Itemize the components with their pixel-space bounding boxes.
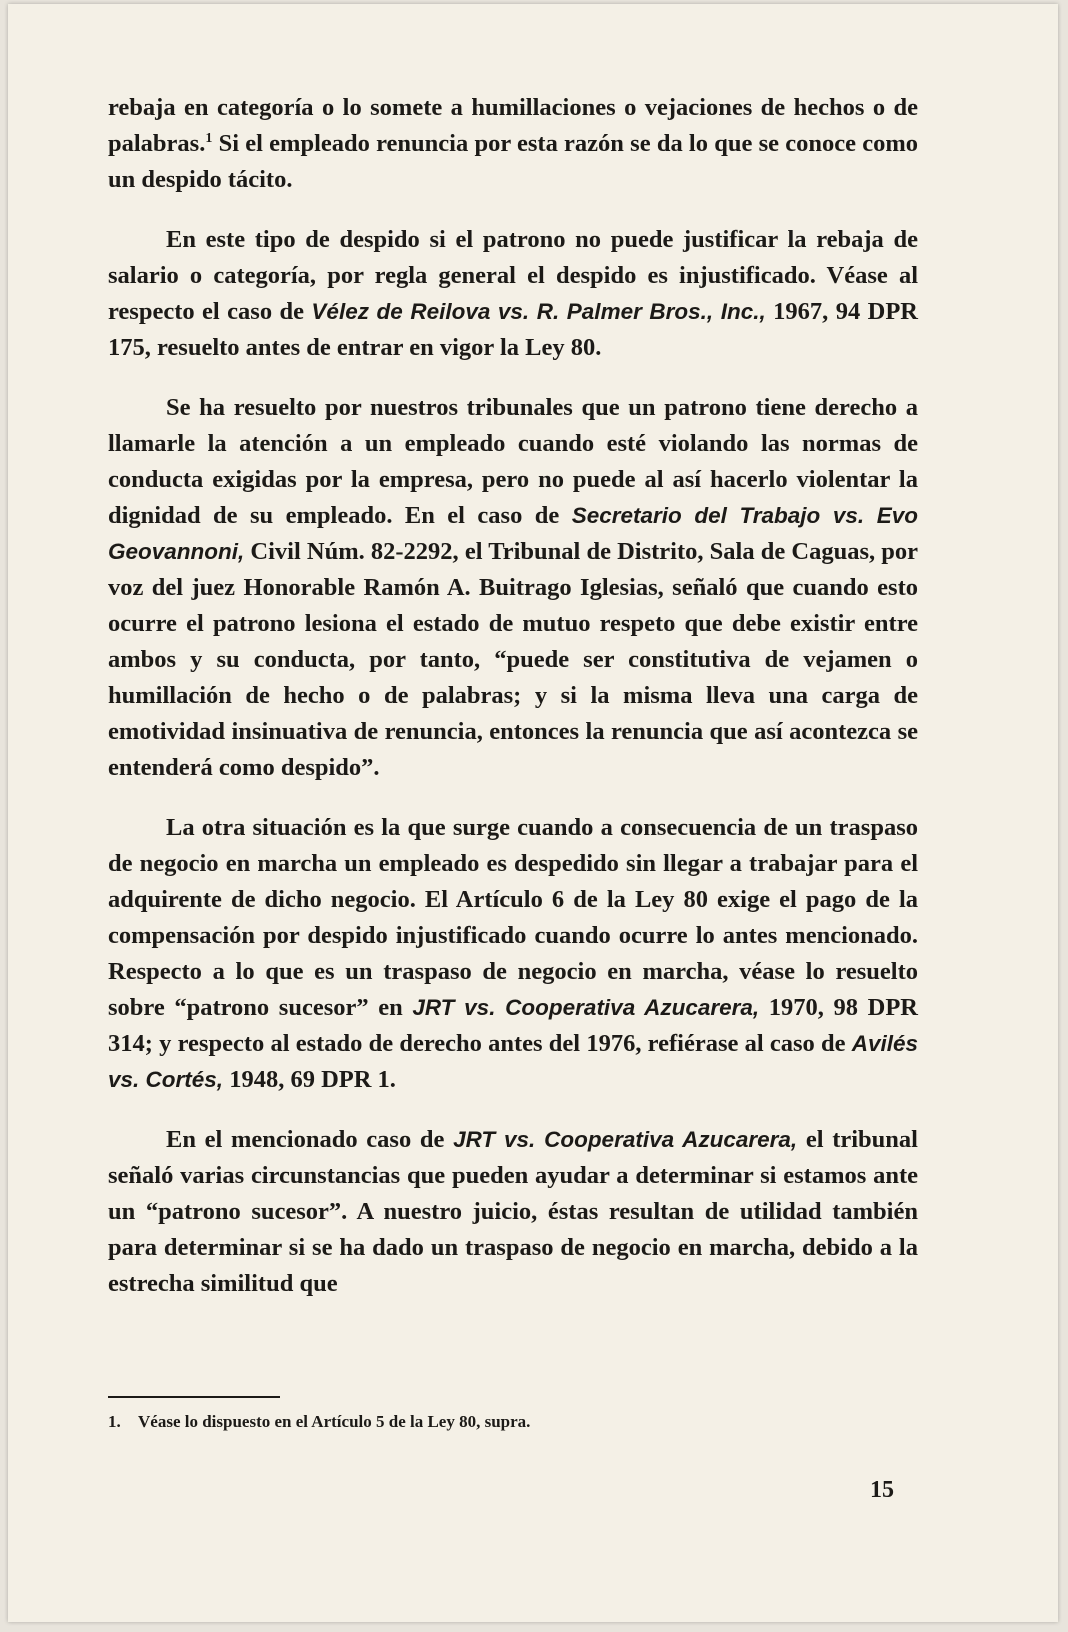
body-text xyxy=(108,90,918,1326)
footnote xyxy=(108,1412,918,1432)
paragraph-4-text-end: 1948, 69 DPR 1. xyxy=(223,1066,396,1093)
paragraph-5 xyxy=(108,1122,918,1302)
paragraph-4-text-cont: 1970, 98 DPR 314; y respecto al estado de derecho antes del 1976, refiérase al caso de xyxy=(108,994,918,1057)
case-citation: Avilés vs. Cortés, xyxy=(108,1031,918,1092)
case-citation: JRT vs. Cooperativa Azucarera, xyxy=(453,1127,798,1152)
case-citation: Vélez de Reilova vs. R. Palmer Bros., Inc., xyxy=(311,299,766,324)
paragraph-1-text-cont: Si el empleado renuncia por esta razón se da lo que se conoce como un despido tácito. xyxy=(108,130,918,193)
paragraph-2-text: En este tipo de despido si el patrono no puede justificar la rebaja de salario o categoría, por regla general el despido es injustificado. Véase al respecto el caso de xyxy=(108,226,918,325)
case-citation: JRT vs. Cooperativa Azucarera, xyxy=(412,995,760,1020)
paragraph-1 xyxy=(108,90,918,198)
paragraph-5-text-cont: el tribunal señaló varias circunstancias que pueden ayudar a determinar si estamos ante un “patrono sucesor”. A nuestro juicio, éstas resultan de utilidad también para determinar si se ha dado un traspaso de negocio en marcha, debido a la estrecha similitud que xyxy=(108,1126,918,1297)
paragraph-4-text: La otra situación es la que surge cuando a consecuencia de un traspaso de negocio en marcha un empleado es despedido sin llegar a trabajar para el adquirente de dicho negocio. El Artículo 6 de la Ley 80 exige el pago de la compensación por despido injustificado cuando ocurre lo antes mencionado. Respecto a lo que es un traspaso de negocio en marcha, véase lo resuelto sobre “patrono sucesor” en xyxy=(108,814,918,1021)
paragraph-2-text-cont: 1967, 94 DPR 175, resuelto antes de entrar en vigor la Ley 80. xyxy=(108,298,918,361)
paragraph-3-text: Se ha resuelto por nuestros tribunales que un patrono tiene derecho a llamarle la atención a un empleado cuando esté violando las normas de conducta exigidas por la empresa, pero no puede al así hacerlo violentar la dignidad de su empleado. En el caso de xyxy=(108,394,918,529)
paragraph-1-text: rebaja en categoría o lo somete a humillaciones o vejaciones de hechos o de palabras. xyxy=(108,94,918,157)
footnote-divider xyxy=(108,1396,280,1398)
footnote-number: 1. xyxy=(108,1412,121,1431)
footnote-text: Véase lo dispuesto en el Artículo 5 de la Ley 80, supra. xyxy=(138,1412,531,1431)
paragraph-3-text-cont: Civil Núm. 82-2292, el Tribunal de Distrito, Sala de Caguas, por voz del juez Honorable Ramón A. Buitrago Iglesias, señaló que cuando esto ocurre el patrono lesiona el estado de mutuo respeto que debe existir entre ambos y su conducta, por tanto, “puede ser constitutiva de vejamen o humillación de hecho o de palabras; y si la misma lleva una carga de emotividad insinuativa de renuncia, entonces la renuncia que así acontezca se entenderá como despido”. xyxy=(108,538,918,781)
paragraph-3 xyxy=(108,390,918,786)
paragraph-5-text: En el mencionado caso de xyxy=(166,1126,454,1153)
document-page xyxy=(8,4,1058,1622)
footnote-ref-1: 1 xyxy=(205,130,213,146)
page-number: 15 xyxy=(870,1477,894,1503)
paragraph-2 xyxy=(108,222,918,366)
paragraph-4 xyxy=(108,810,918,1098)
case-citation: Secretario del Trabajo vs. Evo Geovannoni, xyxy=(108,503,918,564)
